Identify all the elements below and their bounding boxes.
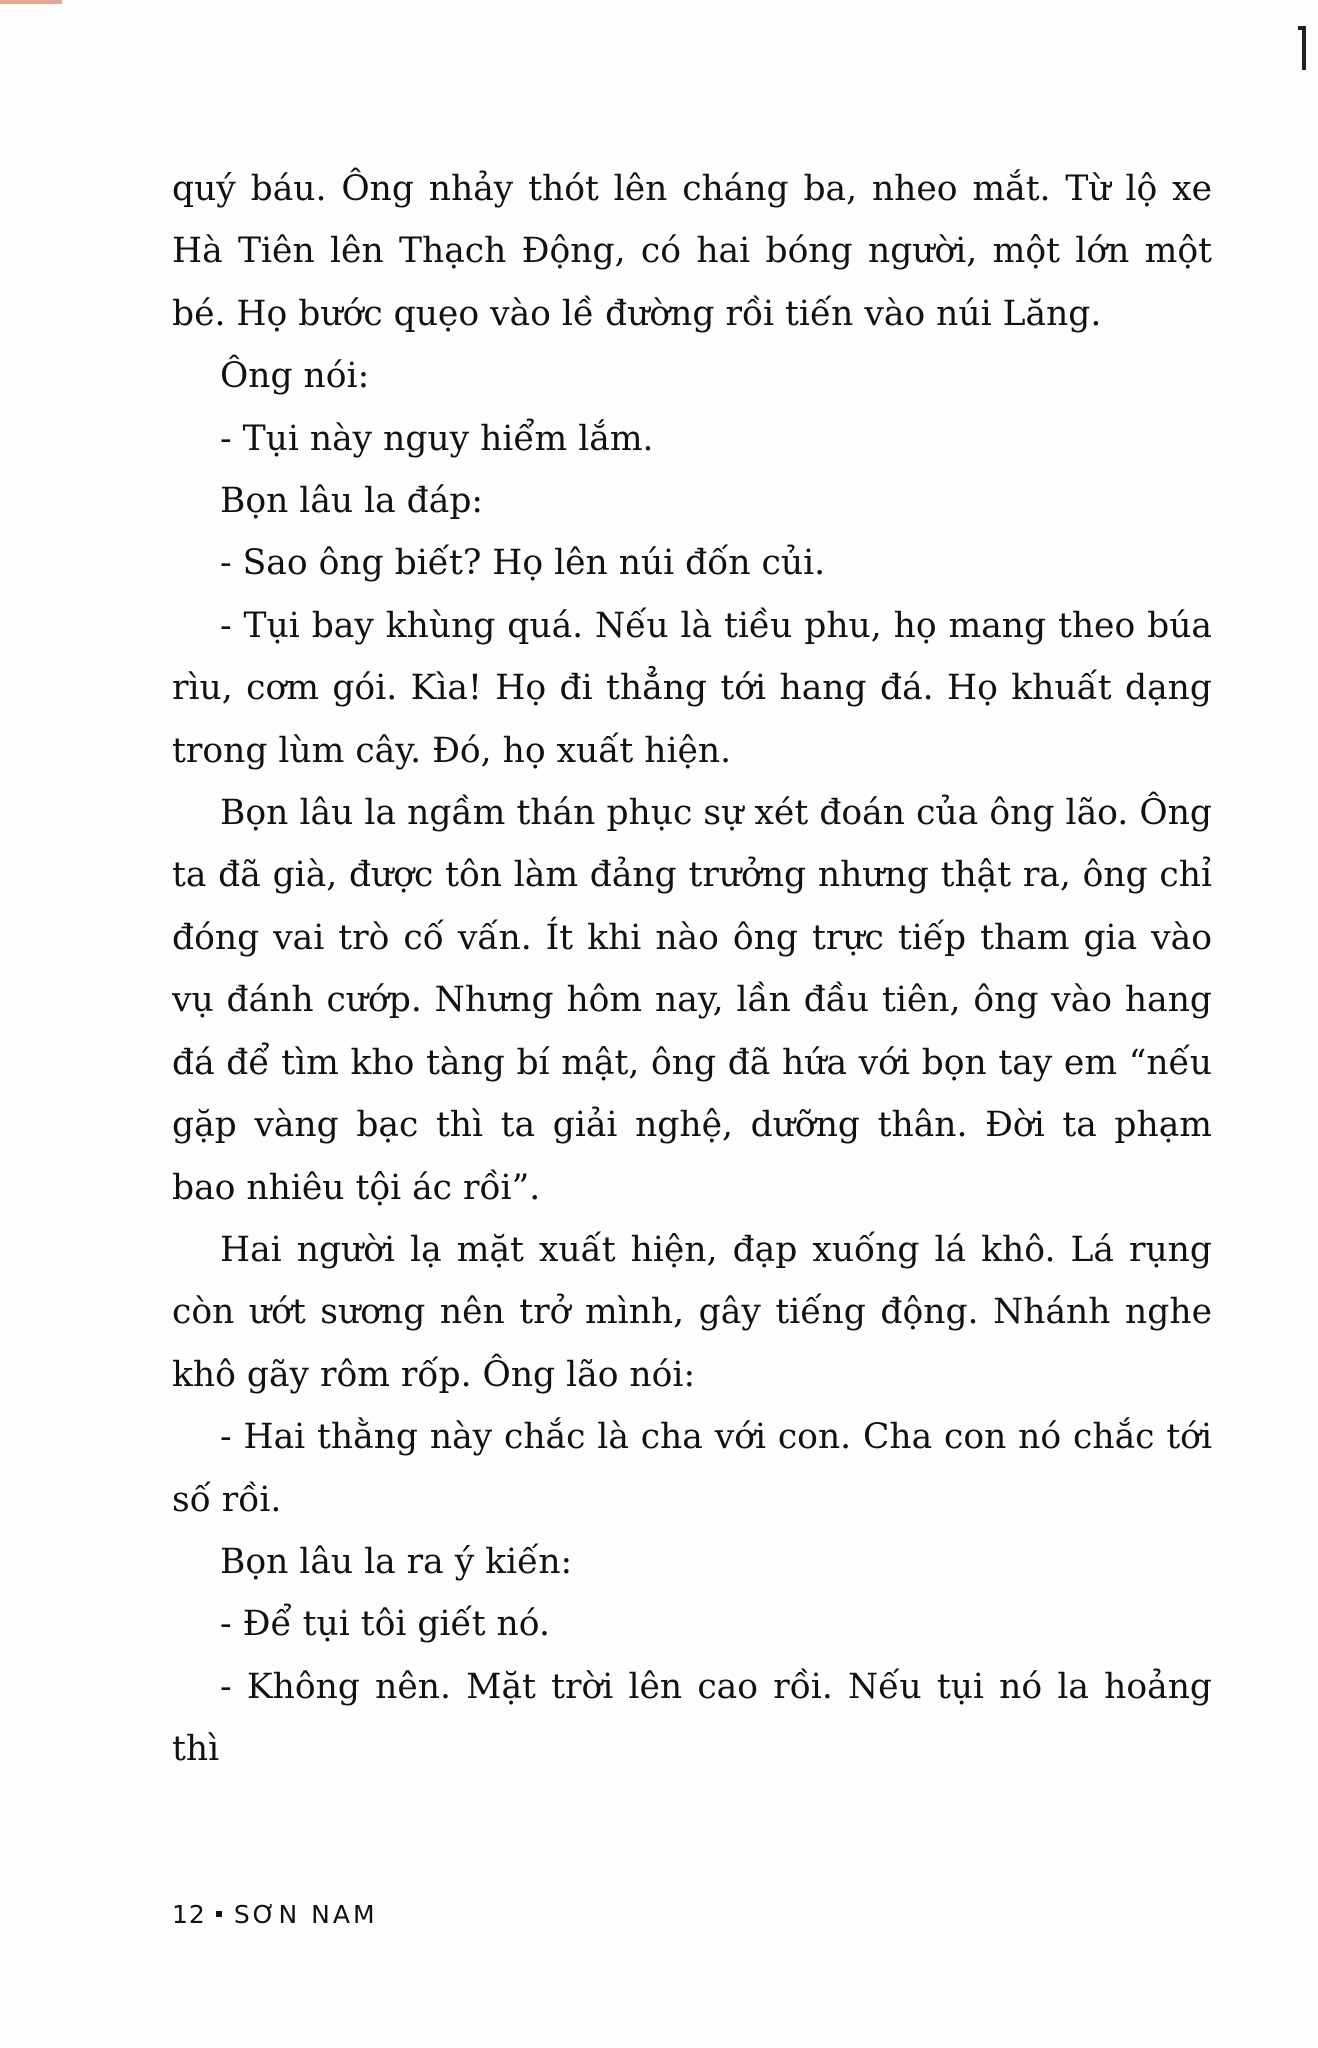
paragraph-11: - Để tụi tôi giết nó. bbox=[220, 1604, 550, 1645]
author-name: SƠN NAM bbox=[233, 1900, 378, 1929]
paragraph-6: - Tụi bay khùng quá. Nếu là tiều phu, họ mang theo búa rìu, cơm gói. Kìa! Họ đi thẳng tới hang đá. Họ khuất dạng trong lùm cây. Đó, họ xuất hiện. bbox=[172, 605, 1212, 771]
page-number: 12 bbox=[172, 1900, 206, 1929]
body-text bbox=[172, 158, 1212, 1781]
paragraph-9: - Hai thằng này chắc là cha với con. Cha con nó chắc tới số rồi. bbox=[172, 1417, 1212, 1520]
page-corner-mark bbox=[0, 0, 62, 4]
paragraph-1: quý báu. Ông nhảy thót lên cháng ba, nheo mắt. Từ lộ xe Hà Tiên lên Thạch Động, có hai bóng người, một lớn một bé. Họ bước quẹo vào lề đường rồi tiến vào núi Lăng. bbox=[172, 169, 1212, 334]
paragraph-7: Bọn lâu la ngầm thán phục sự xét đoán của ông lão. Ông ta đã già, được tôn làm đảng trưởng nhưng thật ra, ông chỉ đóng vai trò cố vấn. Ít khi nào ông trực tiếp tham gia vào vụ đánh cướp. Nhưng hôm nay, lần đầu tiên, ông vào hang đá để tìm kho tàng bí mật, ông đã hứa với bọn tay em “nếu gặp vàng bạc thì ta giải nghệ, dưỡng thân. Đời ta phạm bao nhiêu tội ác rồi”. bbox=[172, 793, 1212, 1208]
page-footer bbox=[172, 1900, 378, 1929]
paragraph-2: Ông nói: bbox=[220, 356, 370, 397]
paragraph-4: Bọn lâu la đáp: bbox=[220, 481, 484, 522]
paragraph-12: - Không nên. Mặt trời lên cao rồi. Nếu tụi nó la hoảng thì bbox=[172, 1666, 1212, 1770]
paragraph-3: - Tụi này nguy hiểm lắm. bbox=[220, 418, 654, 459]
paragraph-8: Hai người lạ mặt xuất hiện, đạp xuống lá khô. Lá rụng còn ướt sương nên trở mình, gây tiếng động. Nhánh nghe khô gãy rôm rốp. Ông lão nói: bbox=[172, 1229, 1212, 1395]
paragraph-5: - Sao ông biết? Họ lên núi đốn củi. bbox=[220, 543, 826, 584]
paragraph-10: Bọn lâu la ra ý kiến: bbox=[220, 1541, 573, 1582]
page-edge-mark bbox=[1298, 26, 1306, 70]
footer-separator-icon bbox=[216, 1911, 222, 1917]
